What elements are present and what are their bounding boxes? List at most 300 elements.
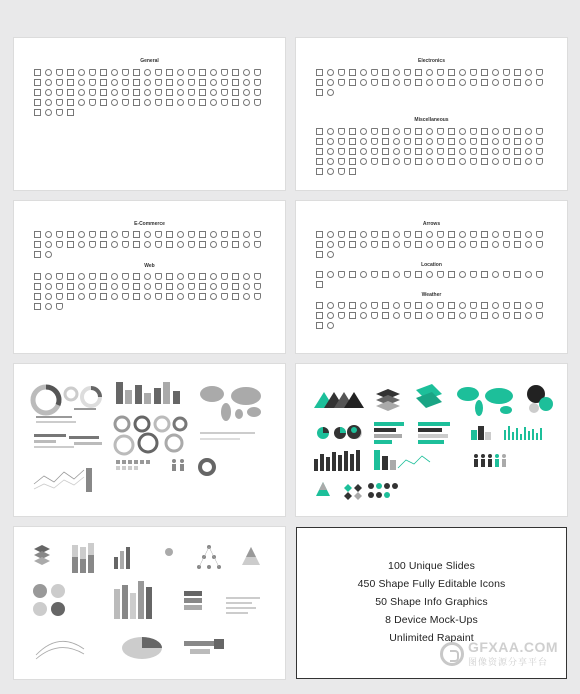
outline-icon: [448, 302, 455, 309]
outline-icon: [327, 241, 334, 248]
outline-icon: [338, 148, 345, 155]
outline-icon: [503, 138, 510, 145]
outline-icon: [437, 148, 444, 155]
outline-icon: [448, 128, 455, 135]
outline-icon: [492, 138, 499, 145]
outline-icon: [89, 79, 96, 86]
outline-icon: [514, 302, 521, 309]
outline-icon: [111, 89, 118, 96]
outline-icon: [371, 148, 378, 155]
section-title-location: Location: [421, 262, 442, 268]
outline-icon: [536, 302, 543, 309]
outline-icon: [199, 283, 206, 290]
outline-icon: [56, 293, 63, 300]
outline-icon: [188, 79, 195, 86]
outline-icon: [371, 79, 378, 86]
outline-icon: [78, 273, 85, 280]
outline-icon: [514, 79, 521, 86]
outline-icon: [133, 99, 140, 106]
outline-icon: [100, 79, 107, 86]
bar-stack-3d: [114, 581, 152, 619]
section-title-ecommerce: E-Commerce: [134, 221, 165, 227]
outline-icon: [404, 312, 411, 319]
outline-icon: [448, 241, 455, 248]
outline-icon: [221, 283, 228, 290]
slide-infographics-gray: [14, 364, 285, 516]
outline-icon: [122, 273, 129, 280]
world-map-gray: [200, 386, 261, 421]
outline-icon: [437, 271, 444, 278]
bar-chart-dark: [314, 450, 360, 471]
outline-icon: [470, 138, 477, 145]
outline-icon: [177, 273, 184, 280]
outline-icon: [45, 283, 52, 290]
outline-icon: [426, 302, 433, 309]
outline-icon: [254, 99, 261, 106]
outline-icon: [177, 89, 184, 96]
outline-icon: [481, 79, 488, 86]
outline-icon: [188, 69, 195, 76]
slide-electronics-misc-icons: [296, 38, 567, 190]
outline-icon: [338, 302, 345, 309]
triangle-gray: [242, 547, 260, 565]
speech-bubbles: [33, 584, 65, 616]
outline-icon: [221, 273, 228, 280]
outline-icon: [459, 158, 466, 165]
outline-icon: [536, 128, 543, 135]
outline-icon: [67, 109, 74, 116]
outline-icon: [415, 69, 422, 76]
outline-icon: [316, 138, 323, 145]
outline-icon: [254, 69, 261, 76]
outline-icon: [327, 302, 334, 309]
outline-icon: [221, 89, 228, 96]
outline-icon: [111, 231, 118, 238]
box-stack: [184, 591, 202, 610]
feature-list: [297, 557, 566, 647]
outline-icon: [338, 138, 345, 145]
slide-infographics-mixed: [14, 527, 285, 679]
outline-icon: [221, 79, 228, 86]
stacked-layers: [376, 384, 442, 411]
outline-icon: [316, 322, 323, 329]
outline-icon: [371, 128, 378, 135]
outline-icon: [470, 241, 477, 248]
outline-icon: [481, 241, 488, 248]
outline-icon: [56, 241, 63, 248]
outline-icon: [45, 99, 52, 106]
outline-icon: [56, 99, 63, 106]
outline-icon: [360, 231, 367, 238]
outline-icon: [199, 293, 206, 300]
outline-icon: [503, 302, 510, 309]
outline-icon: [393, 241, 400, 248]
outline-icon: [67, 79, 74, 86]
outline-icon: [349, 138, 356, 145]
outline-icon: [122, 99, 129, 106]
outline-icon: [100, 283, 107, 290]
outline-icon: [316, 281, 323, 288]
outline-icon: [382, 69, 389, 76]
outline-icon: [199, 241, 206, 248]
outline-icon: [492, 302, 499, 309]
watermark-main-text: GFXAA.COM: [467, 639, 558, 655]
outline-icon: [415, 312, 422, 319]
outline-icon: [89, 89, 96, 96]
outline-icon: [404, 158, 411, 165]
outline-icon: [437, 79, 444, 86]
outline-icon: [89, 273, 96, 280]
outline-icon: [426, 231, 433, 238]
outline-icon: [448, 271, 455, 278]
outline-icon: [67, 231, 74, 238]
outline-icon: [514, 231, 521, 238]
outline-icon: [67, 89, 74, 96]
icon-grid-general: [34, 69, 269, 116]
outline-icon: [371, 241, 378, 248]
outline-icon: [144, 89, 151, 96]
outline-icon: [503, 128, 510, 135]
donut-gray: [200, 460, 214, 474]
outline-icon: [133, 231, 140, 238]
outline-icon: [437, 128, 444, 135]
outline-icon: [34, 99, 41, 106]
outline-icon: [327, 251, 334, 258]
outline-icon: [327, 158, 334, 165]
outline-icon: [243, 231, 250, 238]
outline-icon: [254, 241, 261, 248]
outline-icon: [459, 128, 466, 135]
outline-icon: [316, 312, 323, 319]
outline-icon: [426, 79, 433, 86]
outline-icon: [415, 79, 422, 86]
outline-icon: [78, 241, 85, 248]
outline-icon: [210, 273, 217, 280]
outline-icon: [382, 312, 389, 319]
outline-icon: [492, 148, 499, 155]
outline-icon: [254, 283, 261, 290]
outline-icon: [100, 231, 107, 238]
outline-icon: [56, 273, 63, 280]
diamond-row: [344, 484, 362, 500]
outline-icon: [536, 312, 543, 319]
outline-icon: [100, 293, 107, 300]
outline-icon: [514, 69, 521, 76]
outline-icon: [316, 251, 323, 258]
outline-icon: [221, 293, 228, 300]
outline-icon: [210, 293, 217, 300]
outline-icon: [437, 312, 444, 319]
outline-icon: [382, 231, 389, 238]
outline-icon: [111, 79, 118, 86]
curve-lines: [36, 641, 84, 659]
outline-icon: [525, 241, 532, 248]
outline-icon: [232, 283, 239, 290]
feature-info-graphics: 50 Shape Info Graphics: [375, 596, 488, 608]
outline-icon: [232, 273, 239, 280]
outline-icon: [338, 241, 345, 248]
outline-icon: [188, 241, 195, 248]
outline-icon: [89, 241, 96, 248]
outline-icon: [426, 148, 433, 155]
outline-icon: [122, 283, 129, 290]
outline-icon: [459, 241, 466, 248]
outline-icon: [122, 293, 129, 300]
outline-icon: [133, 293, 140, 300]
outline-icon: [199, 89, 206, 96]
outline-icon: [349, 312, 356, 319]
outline-icon: [188, 283, 195, 290]
outline-icon: [514, 241, 521, 248]
outline-icon: [525, 138, 532, 145]
icon-grid-arrows: [316, 231, 551, 258]
outline-icon: [404, 241, 411, 248]
outline-icon: [155, 241, 162, 248]
outline-icon: [210, 79, 217, 86]
outline-icon: [122, 79, 129, 86]
outline-icon: [144, 69, 151, 76]
outline-icon: [133, 89, 140, 96]
section-title-weather: Weather: [421, 292, 442, 298]
outline-icon: [221, 241, 228, 248]
outline-icon: [415, 138, 422, 145]
outline-icon: [67, 273, 74, 280]
outline-icon: [210, 89, 217, 96]
mountain-triangles: [314, 392, 364, 408]
outline-icon: [122, 69, 129, 76]
feature-unlimited-repaint: Unlimited Rapaint: [389, 632, 474, 644]
outline-icon: [45, 79, 52, 86]
outline-icon: [503, 79, 510, 86]
outline-icon: [177, 293, 184, 300]
outline-icon: [133, 241, 140, 248]
outline-icon: [514, 128, 521, 135]
outline-icon: [448, 69, 455, 76]
outline-icon: [221, 69, 228, 76]
outline-icon: [481, 128, 488, 135]
circles-cluster: [527, 385, 553, 413]
outline-icon: [382, 302, 389, 309]
outline-icon: [34, 89, 41, 96]
outline-icon: [78, 231, 85, 238]
outline-icon: [243, 283, 250, 290]
outline-icon: [67, 69, 74, 76]
outline-icon: [243, 273, 250, 280]
outline-icon: [34, 69, 41, 76]
outline-icon: [492, 231, 499, 238]
dots-grid: [368, 483, 398, 498]
feature-unique-slides: 100 Unique Slides: [388, 560, 475, 572]
outline-icon: [525, 231, 532, 238]
pie-3d: [122, 637, 162, 659]
outline-icon: [221, 231, 228, 238]
slide-infographics-teal: [296, 364, 567, 516]
outline-icon: [144, 283, 151, 290]
outline-icon: [503, 69, 510, 76]
outline-icon: [360, 79, 367, 86]
outline-icon: [199, 99, 206, 106]
outline-icon: [56, 79, 63, 86]
outline-icon: [536, 271, 543, 278]
outline-icon: [415, 231, 422, 238]
outline-icon: [327, 148, 334, 155]
icon-grid-weather: [316, 302, 551, 329]
outline-icon: [459, 138, 466, 145]
outline-icon: [536, 79, 543, 86]
outline-icon: [166, 231, 173, 238]
outline-icon: [349, 69, 356, 76]
outline-icon: [349, 271, 356, 278]
outline-icon: [243, 293, 250, 300]
outline-icon: [56, 303, 63, 310]
line-chart-gray: [34, 468, 92, 492]
outline-icon: [459, 148, 466, 155]
outline-icon: [155, 283, 162, 290]
outline-icon: [111, 241, 118, 248]
outline-icon: [360, 158, 367, 165]
watermark-logo-icon: [440, 642, 464, 666]
outline-icon: [100, 241, 107, 248]
outline-icon: [327, 128, 334, 135]
outline-icon: [382, 148, 389, 155]
outline-icon: [243, 241, 250, 248]
section-title-miscellaneous: Miscellaneous: [414, 117, 449, 123]
outline-icon: [327, 79, 334, 86]
outline-icon: [67, 99, 74, 106]
funnel-shapes: [184, 639, 224, 654]
outline-icon: [199, 231, 206, 238]
outline-icon: [470, 312, 477, 319]
outline-icon: [415, 148, 422, 155]
outline-icon: [327, 312, 334, 319]
outline-icon: [89, 293, 96, 300]
outline-icon: [481, 271, 488, 278]
outline-icon: [210, 69, 217, 76]
outline-icon: [166, 99, 173, 106]
outline-icon: [503, 241, 510, 248]
outline-icon: [514, 271, 521, 278]
outline-icon: [459, 271, 466, 278]
outline-icon: [525, 148, 532, 155]
outline-icon: [188, 231, 195, 238]
outline-icon: [470, 302, 477, 309]
outline-icon: [166, 69, 173, 76]
outline-icon: [45, 231, 52, 238]
outline-icon: [437, 69, 444, 76]
outline-icon: [155, 69, 162, 76]
small-bars-mixed: [114, 547, 130, 569]
outline-icon: [448, 138, 455, 145]
outline-icon: [360, 312, 367, 319]
outline-icon: [56, 109, 63, 116]
outline-icon: [67, 241, 74, 248]
outline-icon: [393, 158, 400, 165]
outline-icon: [111, 293, 118, 300]
outline-icon: [514, 148, 521, 155]
outline-icon: [426, 128, 433, 135]
outline-icon: [492, 271, 499, 278]
outline-icon: [481, 148, 488, 155]
horizontal-lines: [226, 597, 260, 614]
outline-icon: [34, 273, 41, 280]
outline-icon: [122, 89, 129, 96]
outline-icon: [316, 89, 323, 96]
outline-icon: [111, 273, 118, 280]
outline-icon: [316, 158, 323, 165]
outline-icon: [459, 69, 466, 76]
outline-icon: [470, 158, 477, 165]
outline-icon: [481, 69, 488, 76]
outline-icon: [382, 79, 389, 86]
outline-icon: [393, 148, 400, 155]
outline-icon: [448, 158, 455, 165]
outline-icon: [514, 138, 521, 145]
outline-icon: [144, 79, 151, 86]
outline-icon: [78, 293, 85, 300]
outline-icon: [316, 168, 323, 175]
outline-icon: [349, 168, 356, 175]
outline-icon: [448, 79, 455, 86]
outline-icon: [89, 69, 96, 76]
outline-icon: [166, 79, 173, 86]
outline-icon: [426, 158, 433, 165]
outline-icon: [177, 99, 184, 106]
step-bars: [374, 450, 396, 470]
icon-grid-ecommerce: [34, 231, 269, 258]
outline-icon: [243, 79, 250, 86]
outline-icon: [525, 128, 532, 135]
outline-icon: [78, 99, 85, 106]
outline-icon: [338, 231, 345, 238]
outline-icon: [360, 271, 367, 278]
outline-icon: [177, 79, 184, 86]
dot-grid: [116, 460, 150, 470]
outline-icon: [210, 99, 217, 106]
outline-icon: [166, 273, 173, 280]
section-title-arrows: Arrows: [422, 221, 441, 227]
world-map-teal: [457, 387, 513, 416]
stacked-columns: [72, 543, 94, 573]
outline-icon: [232, 79, 239, 86]
outline-icon: [470, 79, 477, 86]
outline-icon: [177, 69, 184, 76]
outline-icon: [111, 69, 118, 76]
outline-icon: [393, 271, 400, 278]
outline-icon: [56, 89, 63, 96]
outline-icon: [34, 293, 41, 300]
section-title-general: General: [140, 58, 159, 64]
outline-icon: [327, 89, 334, 96]
outline-icon: [525, 79, 532, 86]
infographics-gray-art: [14, 364, 285, 516]
outline-icon: [34, 231, 41, 238]
outline-icon: [437, 158, 444, 165]
outline-icon: [404, 271, 411, 278]
outline-icon: [34, 79, 41, 86]
outline-icon: [243, 99, 250, 106]
outline-icon: [155, 231, 162, 238]
outline-icon: [45, 109, 52, 116]
line-chart-teal: [398, 456, 430, 468]
icon-grid-electronics: [316, 69, 551, 96]
outline-icon: [34, 251, 41, 258]
outline-icon: [404, 148, 411, 155]
outline-icon: [404, 69, 411, 76]
outline-icon: [503, 158, 510, 165]
outline-icon: [481, 302, 488, 309]
outline-icon: [360, 241, 367, 248]
outline-icon: [470, 271, 477, 278]
